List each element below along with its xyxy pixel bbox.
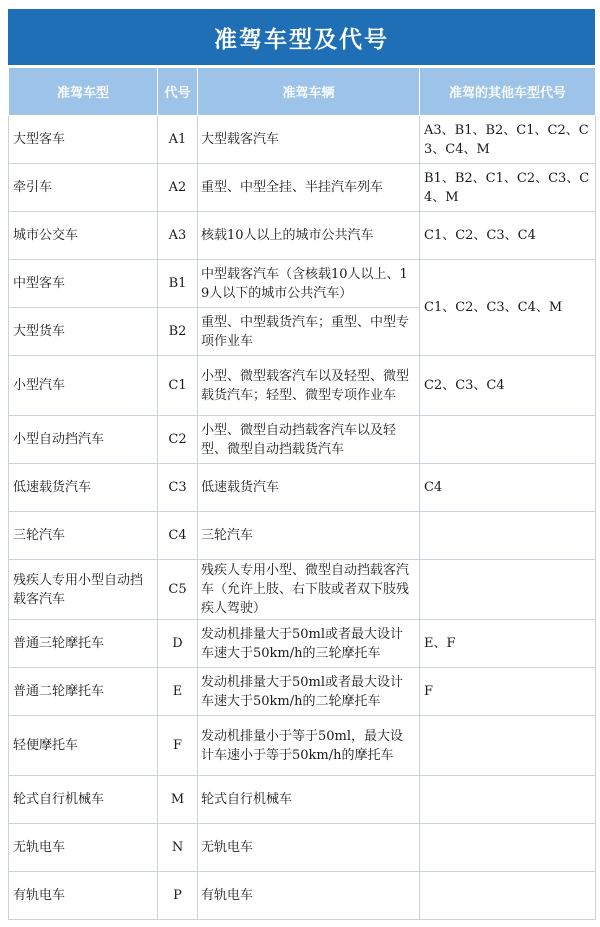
- cell-permitted-vehicles: 核载10人以上的城市公共汽车: [198, 212, 420, 260]
- cell-vehicle-type: 残疾人专用小型自动挡载客汽车: [9, 560, 158, 620]
- cell-code: E: [158, 668, 198, 716]
- cell-other-codes: B1、B2、C1、C2、C3、C4、M: [420, 164, 596, 212]
- cell-code: F: [158, 716, 198, 776]
- cell-permitted-vehicles: 发动机排量小于等于50ml，最大设计车速小于等于50km/h的摩托车: [198, 716, 420, 776]
- table-row: [9, 716, 596, 776]
- cell-permitted-vehicles: 重型、中型全挂、半挂汽车列车: [198, 164, 420, 212]
- cell-code: M: [158, 776, 198, 824]
- table-row: [9, 164, 596, 212]
- cell-vehicle-type: 轻便摩托车: [9, 716, 158, 776]
- table-row: [9, 212, 596, 260]
- cell-code: N: [158, 824, 198, 872]
- cell-other-codes: C2、C3、C4: [420, 356, 596, 416]
- cell-other-codes: [420, 560, 596, 620]
- cell-permitted-vehicles: 残疾人专用小型、微型自动挡载客汽车（允许上肢、右下肢或者双下肢残疾人驾驶）: [198, 560, 420, 620]
- cell-permitted-vehicles: 中型载客汽车（含核载10人以上、19人以下的城市公共汽车）: [198, 260, 420, 308]
- cell-permitted-vehicles: 大型载客汽车: [198, 116, 420, 164]
- table-header-row: [9, 68, 596, 116]
- cell-other-codes: F: [420, 668, 596, 716]
- header-permitted-vehicles: 准驾车辆: [198, 68, 420, 116]
- cell-permitted-vehicles: 三轮汽车: [198, 512, 420, 560]
- cell-code: C3: [158, 464, 198, 512]
- table-row: [9, 620, 596, 668]
- cell-other-codes: A3、B1、B2、C1、C2、C3、C4、M: [420, 116, 596, 164]
- cell-code: A1: [158, 116, 198, 164]
- cell-vehicle-type: 大型客车: [9, 116, 158, 164]
- cell-other-codes: [420, 776, 596, 824]
- cell-vehicle-type: 小型汽车: [9, 356, 158, 416]
- cell-other-codes: C4: [420, 464, 596, 512]
- cell-code: C5: [158, 560, 198, 620]
- cell-code: B1: [158, 260, 198, 308]
- cell-vehicle-type: 三轮汽车: [9, 512, 158, 560]
- header-code: 代号: [158, 68, 198, 116]
- cell-code: C1: [158, 356, 198, 416]
- table-row: [9, 356, 596, 416]
- table-row: [9, 116, 596, 164]
- cell-code: P: [158, 872, 198, 920]
- cell-code: A3: [158, 212, 198, 260]
- cell-other-codes: C1、C2、C3、C4、M: [420, 260, 596, 356]
- cell-code: B2: [158, 308, 198, 356]
- cell-other-codes: [420, 824, 596, 872]
- cell-other-codes: [420, 416, 596, 464]
- table-row: [9, 824, 596, 872]
- cell-permitted-vehicles: 发动机排量大于50ml或者最大设计车速大于50km/h的三轮摩托车: [198, 620, 420, 668]
- table-row: [9, 260, 596, 308]
- cell-permitted-vehicles: 有轨电车: [198, 872, 420, 920]
- cell-permitted-vehicles: 低速载货汽车: [198, 464, 420, 512]
- cell-vehicle-type: 普通二轮摩托车: [9, 668, 158, 716]
- cell-permitted-vehicles: 小型、微型自动挡载客汽车以及轻型、微型自动挡载货汽车: [198, 416, 420, 464]
- table-row: [9, 776, 596, 824]
- cell-vehicle-type: 牵引车: [9, 164, 158, 212]
- cell-vehicle-type: 普通三轮摩托车: [9, 620, 158, 668]
- cell-permitted-vehicles: 轮式自行机械车: [198, 776, 420, 824]
- cell-other-codes: [420, 512, 596, 560]
- cell-vehicle-type: 轮式自行机械车: [9, 776, 158, 824]
- cell-vehicle-type: 小型自动挡汽车: [9, 416, 158, 464]
- cell-other-codes: C1、C2、C3、C4: [420, 212, 596, 260]
- cell-other-codes: [420, 716, 596, 776]
- cell-vehicle-type: 大型货车: [9, 308, 158, 356]
- cell-vehicle-type: 低速载货汽车: [9, 464, 158, 512]
- cell-permitted-vehicles: 重型、中型载货汽车；重型、中型专项作业车: [198, 308, 420, 356]
- page-title: 准驾车型及代号: [8, 9, 595, 65]
- table-row: [9, 872, 596, 920]
- cell-vehicle-type: 中型客车: [9, 260, 158, 308]
- cell-code: C2: [158, 416, 198, 464]
- table-row: [9, 416, 596, 464]
- header-vehicle-type: 准驾车型: [9, 68, 158, 116]
- cell-code: A2: [158, 164, 198, 212]
- cell-permitted-vehicles: 小型、微型载客汽车以及轻型、微型载货汽车；轻型、微型专项作业车: [198, 356, 420, 416]
- header-other-codes: 准驾的其他车型代号: [420, 68, 596, 116]
- cell-vehicle-type: 城市公交车: [9, 212, 158, 260]
- cell-vehicle-type: 无轨电车: [9, 824, 158, 872]
- table-row: [9, 668, 596, 716]
- cell-permitted-vehicles: 无轨电车: [198, 824, 420, 872]
- cell-permitted-vehicles: 发动机排量大于50ml或者最大设计车速大于50km/h的二轮摩托车: [198, 668, 420, 716]
- cell-other-codes: E、F: [420, 620, 596, 668]
- cell-code: D: [158, 620, 198, 668]
- table-row: [9, 512, 596, 560]
- table-row: [9, 464, 596, 512]
- cell-vehicle-type: 有轨电车: [9, 872, 158, 920]
- cell-code: C4: [158, 512, 198, 560]
- table-row: [9, 560, 596, 620]
- cell-other-codes: [420, 872, 596, 920]
- license-class-table: [8, 67, 596, 920]
